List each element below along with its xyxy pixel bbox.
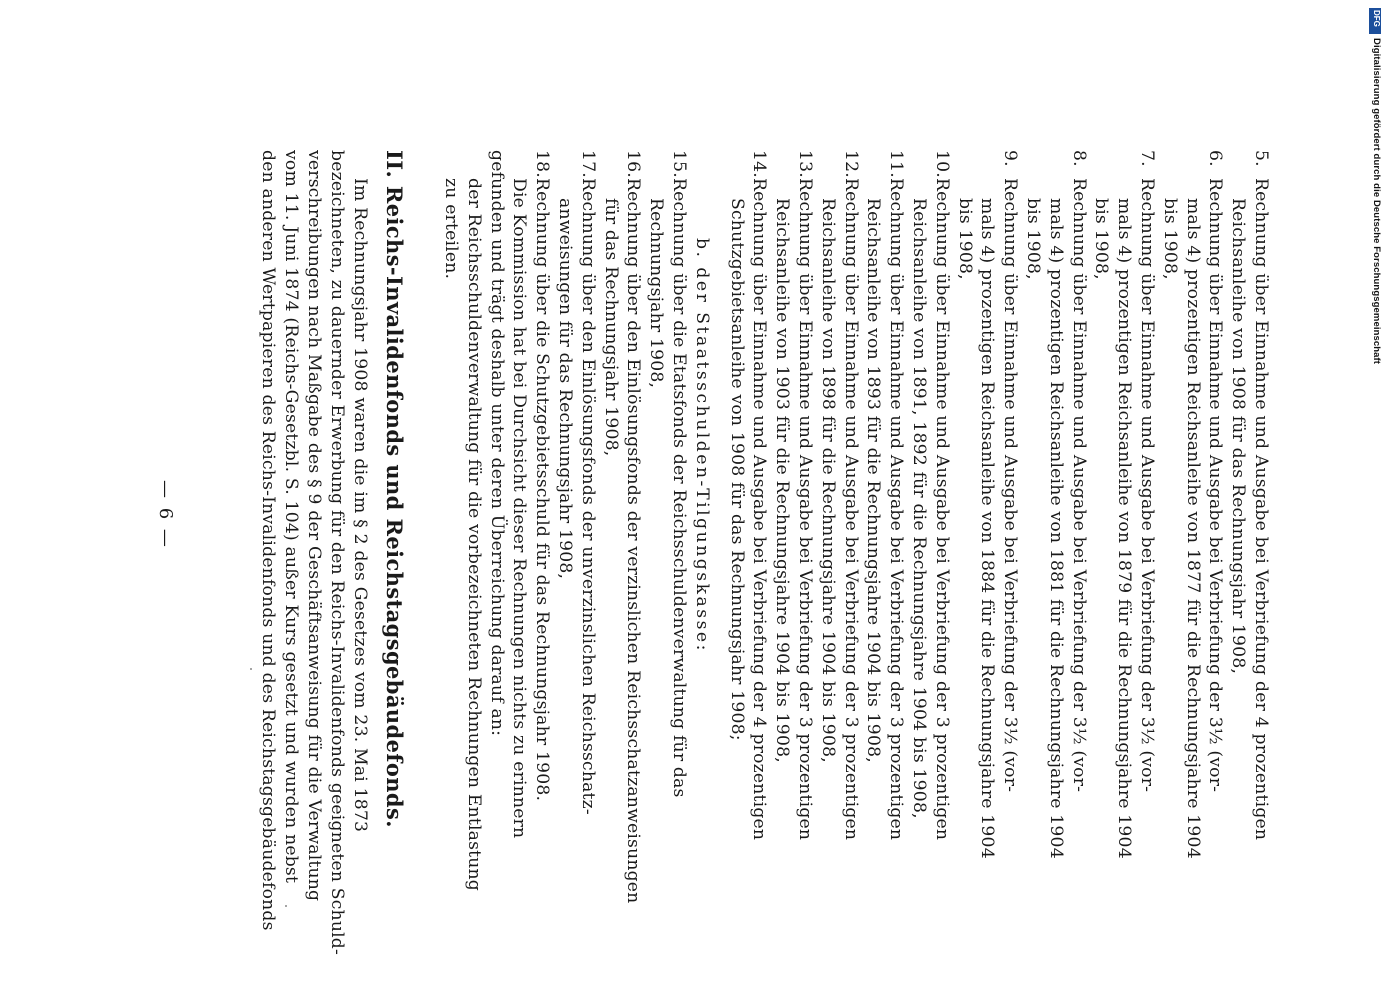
list-item-18-line-1: 18.Rechnung über die Schutzgebietsschuld für das Rechnungsjahr 1908. xyxy=(532,150,553,802)
commission-line-1: Die Kommission hat bei Durchsicht dieser Rechnungen nichts zu erinnern xyxy=(509,178,530,839)
section-line-4: vom 11. Juni 1874 (Reichs-Gesetzbl. S. 104) außer Kurs gesetzt und wurden nebst xyxy=(281,150,302,884)
commission-paragraph xyxy=(439,150,530,891)
dfg-logo-text: DFG xyxy=(1372,10,1381,27)
list-item-12-line-1: 12.Rechnung über Einnahme und Ausgabe bei Verbriefung der 3 prozentigen xyxy=(840,150,861,841)
list-item-7-line-3: bis 1908, xyxy=(1091,198,1112,280)
list-item-14-line-2: Schutzgebietsanleihe von 1908 für das Rechnungsjahr 1908; xyxy=(726,198,747,741)
list-item-5-line-1: 5.Rechnung über Einnahme und Ausgabe bei Verbriefung der 4 prozentigen xyxy=(1251,150,1271,841)
list-item-13-line-1: 13.Rechnung über Einnahme und Ausgabe bei Verbriefung der 3 prozentigen xyxy=(795,150,816,841)
page-number: — 6 — xyxy=(155,480,176,549)
section-line-2: bezeichneten, zu dauernder Erwerbung für den Reichs-Invalidenfonds geeigneten Schuld- xyxy=(326,150,347,956)
commission-line-4: zu erteilen. xyxy=(441,178,462,280)
list-a xyxy=(725,150,1272,859)
list-item-8-line-1: 8.Rechnung über Einnahme und Ausgabe bei Verbriefung der 3½ (vor- xyxy=(1068,150,1089,793)
list-item-14-line-1: 14.Rechnung über Einnahme und Ausgabe bei Verbriefung der 4 prozentigen xyxy=(749,150,770,841)
section-title: II. Reichs-Invalidenfonds und Reichstagsgebäudefonds. xyxy=(382,150,408,828)
list-item-7-line-2: mals 4) prozentigen Reichsanleihe von 1879 für die Rechnungsjahre 1904 xyxy=(1114,198,1135,859)
digitization-credit: Digitalisierung gefördert durch die Deutsche Forschungsgemeinschaft xyxy=(1371,38,1382,365)
list-item-6-line-3: bis 1908, xyxy=(1159,198,1180,280)
list-item-9-line-2: mals 4) prozentigen Reichsanleihe von 1884 für die Rechnungsjahre 1904 xyxy=(977,198,998,859)
section-line-5: den anderen Wertpapieren des Reichs-Invalidenfonds und des Reichstagsgebäudefonds xyxy=(258,150,279,931)
section-line-1: Im Rechnungsjahr 1908 waren die im § 2 des Gesetzes vom 23. Mai 1873 xyxy=(349,178,370,833)
subhead-staatsschulden-tilgungskasse: b. der Staatsschulden-Tilgungskasse: xyxy=(691,238,712,653)
sidebar-credit xyxy=(1368,8,1382,1000)
list-item-9-line-3: bis 1908, xyxy=(954,198,975,280)
list-item-16-line-1: 16.Rechnung über den Einlösungsfonds der verzinslichen Reichsschatzanweisungen xyxy=(623,150,644,904)
scan-speck xyxy=(250,668,252,670)
list-item-8-line-3: bis 1908, xyxy=(1023,198,1044,280)
list-item-7-line-1: 7.Rechnung über Einnahme und Ausgabe bei Verbriefung der 3½ (vor- xyxy=(1137,150,1158,793)
commission-line-3: der Reichsschuldenverwaltung für die vorbezeichneten Rechnungen Entlastung xyxy=(463,178,484,891)
scan-speck xyxy=(285,905,287,907)
list-item-11-line-1: 11.Rechnung über Einnahme und Ausgabe bei Verbriefung der 3 prozentigen xyxy=(886,150,907,841)
section-line-3: verschreibungen nach Maßgabe des § 9 der Geschäftsanweisung für die Verwaltung xyxy=(303,150,324,902)
list-item-15-line-2: Rechnungsjahr 1908, xyxy=(646,198,667,389)
list-item-9-line-1: 9.Rechnung über Einnahme und Ausgabe bei Verbriefung der 3½ (vor- xyxy=(1000,150,1021,793)
list-item-10-line-1: 10.Rechnung über Einnahme und Ausgabe bei Verbriefung der 3 prozentigen xyxy=(931,150,952,841)
list-item-13-line-2: Reichsanleihe von 1903 für die Rechnungsjahre 1904 bis 1908, xyxy=(772,198,793,763)
list-item-17-line-1: 17.Rechnung über den Einlösungsfonds der unverzinslichen Reichsschatz- xyxy=(577,150,598,815)
list-item-17-line-2: anweisungen für das Rechnungsjahr 1908, xyxy=(555,198,576,580)
page-content xyxy=(152,150,1272,956)
list-b xyxy=(531,150,691,904)
list-item-12-line-2: Reichsanleihe von 1898 für die Rechnungsjahre 1904 bis 1908, xyxy=(817,198,838,763)
list-item-6-line-2: mals 4) prozentigen Reichsanleihe von 1877 für die Rechnungsjahre 1904 xyxy=(1182,198,1203,859)
list-item-11-line-2: Reichsanleihe von 1893 für die Rechnungsjahre 1904 bis 1908, xyxy=(863,198,884,763)
list-item-10-line-2: Reichsanleihe von 1891, 1892 für die Rechnungsjahre 1904 bis 1908, xyxy=(909,198,930,819)
section-paragraph xyxy=(257,150,371,956)
commission-line-2: gefunden und trägt deshalb unter deren Überreichung darauf an: xyxy=(486,150,507,737)
list-item-16-line-2: für das Rechnungsjahr 1908, xyxy=(600,198,621,457)
list-item-6-line-1: 6.Rechnung über Einnahme und Ausgabe bei Verbriefung der 3½ (vor- xyxy=(1205,150,1226,793)
list-item-15-line-1: 15.Rechnung über die Etatsfonds der Reichsschuldenverwaltung für das xyxy=(669,150,690,798)
list-item-5-line-2: Reichsanleihe von 1908 für das Rechnungsjahr 1908, xyxy=(1228,198,1249,675)
list-item-8-line-2: mals 4) prozentigen Reichsanleihe von 1881 für die Rechnungsjahre 1904 xyxy=(1045,198,1066,859)
